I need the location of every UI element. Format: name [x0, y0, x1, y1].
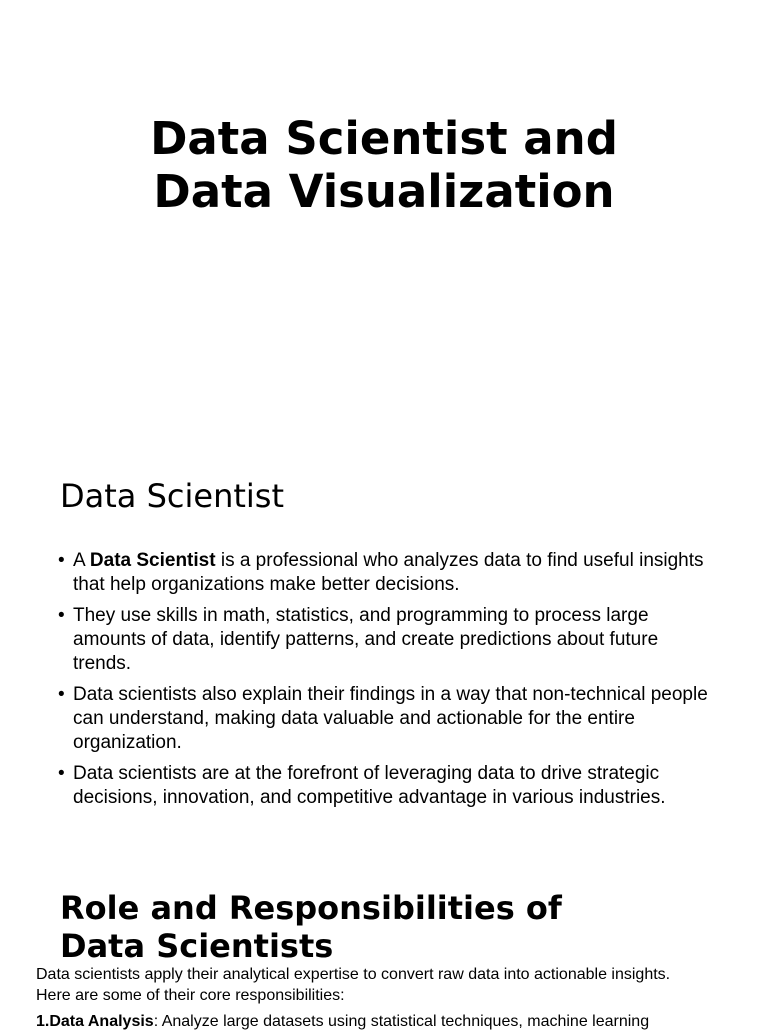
bullet-item	[58, 762, 718, 810]
bullet-text-bold: Data Scientist	[89, 550, 216, 571]
responsibility-label: 1.Data Analysis	[36, 1013, 154, 1030]
responsibility-item	[36, 1011, 756, 1032]
main-title-line-1: Data Scientist and	[150, 112, 618, 165]
bullet-text: Data scientists also explain their findings in a way that non-technical people can understand, making data valuable and actionable for the entire organization.	[73, 684, 708, 753]
role-intro-line-2: Here are some of their core responsibilities:	[36, 987, 345, 1004]
role-heading	[60, 889, 562, 965]
role-intro	[36, 964, 736, 1006]
bullet-dot: •	[58, 763, 65, 784]
role-heading-line-1: Role and Responsibilities of	[60, 889, 562, 927]
bullet-text: They use skills in math, statistics, and programming to process large amounts of data, identify patterns, and create predictions about future trends.	[73, 605, 659, 674]
bullet-text-pre: A	[73, 550, 90, 571]
bullet-item	[58, 549, 718, 597]
role-slide	[0, 840, 768, 1030]
title-slide	[0, 0, 768, 440]
bullet-dot: •	[58, 605, 65, 626]
bullet-text-post: is a professional who analyzes data to find useful insights that help organizations make better decisions.	[73, 550, 704, 595]
bullet-text: Data scientists are at the forefront of leveraging data to drive strategic decisions, innovation, and competitive advantage in various industries.	[73, 763, 666, 808]
main-title	[0, 112, 768, 218]
bullet-item	[58, 604, 718, 676]
main-title-line-2: Data Visualization	[153, 165, 615, 218]
responsibility-text: : Analyze large datasets using statistical techniques, machine learning	[153, 1013, 650, 1030]
bullet-item	[58, 683, 718, 755]
bullet-dot: •	[58, 684, 65, 705]
bullet-list	[58, 549, 718, 817]
data-scientist-slide	[0, 440, 768, 840]
role-heading-line-2: Data Scientists	[60, 927, 334, 965]
bullet-dot: •	[58, 550, 65, 571]
section-heading: Data Scientist	[60, 477, 284, 515]
role-intro-line-1: Data scientists apply their analytical expertise to convert raw data into actionable insights.	[36, 966, 671, 983]
